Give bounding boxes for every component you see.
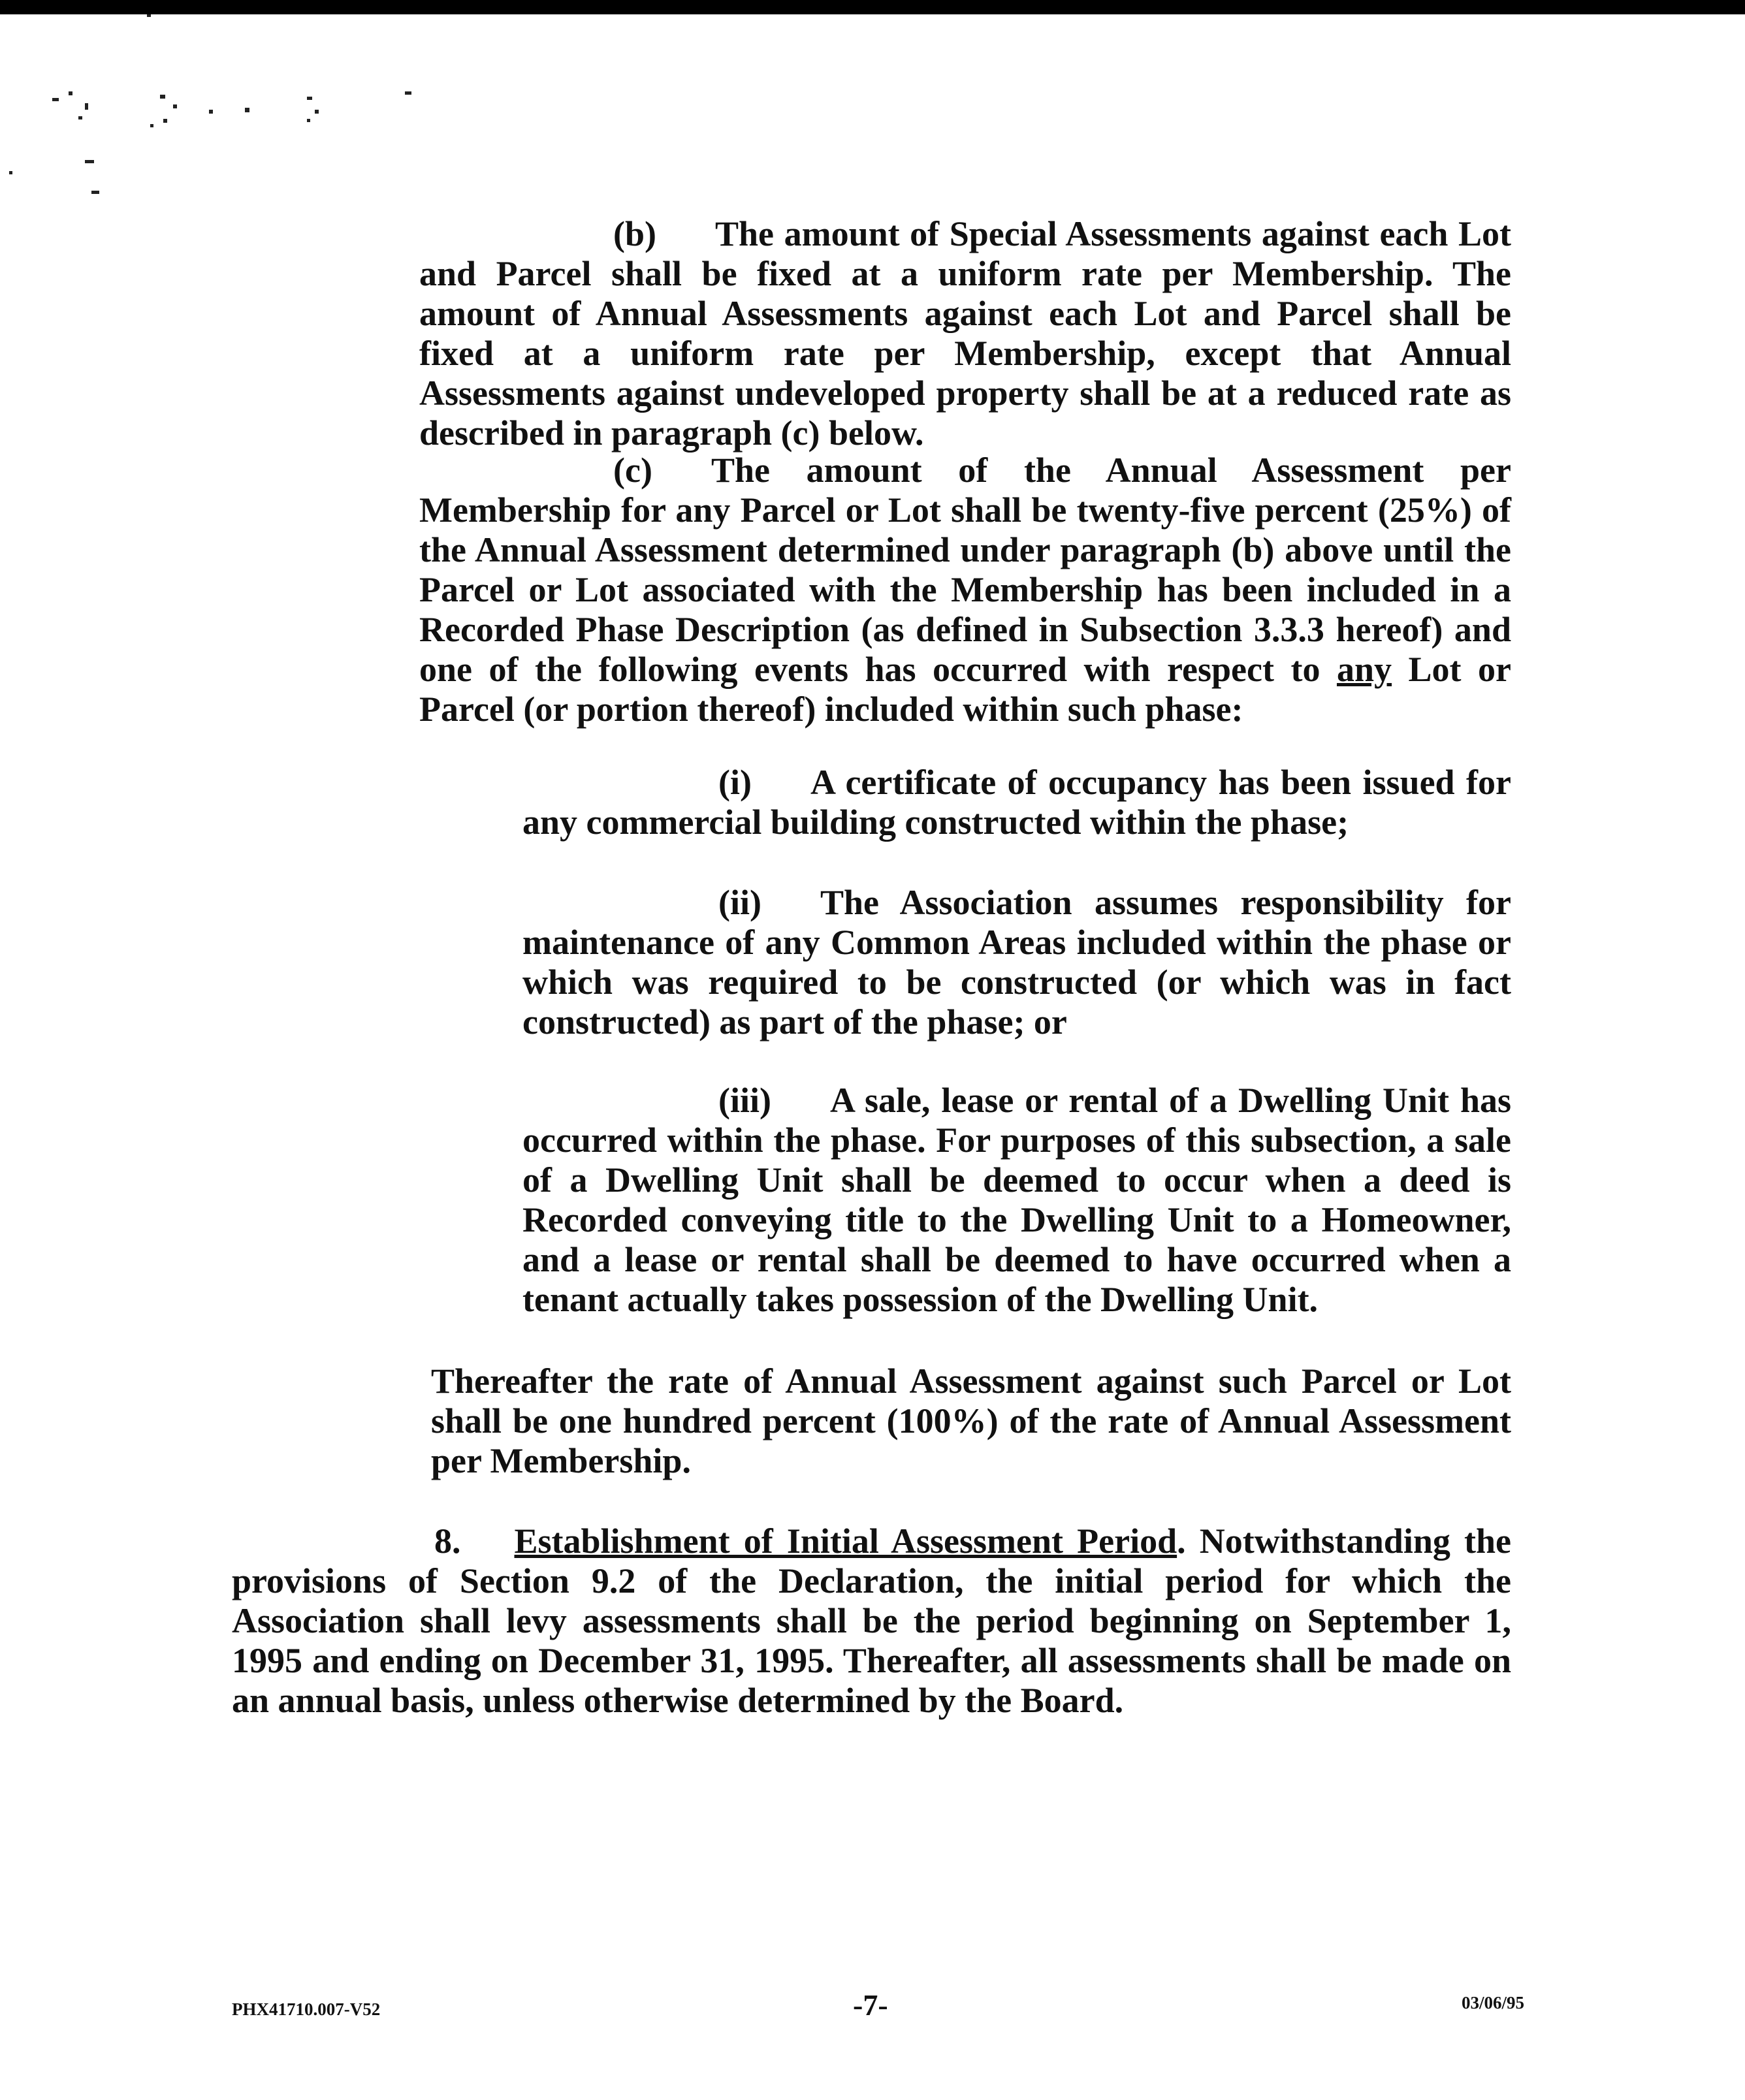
section-8-number: 8. [434,1521,461,1561]
subparagraph-i [522,763,1511,842]
subparagraph-iii-label: (iii) [718,1081,771,1120]
subparagraph-ii-label: (ii) [718,883,761,922]
paragraph-c-text: The amount of the Annual Assessment per Membership for any Parcel or Lot shall be twenty-five percent (25%) of the Annual Assessment determined under paragraph (b) above until the Parcel or Lot associated with the Membership has been included in a Recorded Phase Description (as defined in Subsection 3.3.3 hereof) and one of the following events has occurred with respect to [419,451,1511,689]
section-8 [232,1521,1511,1721]
section-8-heading: Establishment of Initial Assessment Period [514,1521,1177,1561]
subparagraph-iii-text: A sale, lease or rental of a Dwelling Unit has occurred within the phase. For purposes of this subsection, a sale of a Dwelling Unit shall be deemed to occur when a deed is Recorded conveying title to the Dwelling Unit to a Homeowner, and a lease or rental shall be deemed to have occurred when a tenant actually takes possession of the Dwelling Unit. [522,1081,1511,1319]
subparagraph-ii-text: The Association assumes responsibility for maintenance of any Common Areas included within the phase or which was required to be constructed (or which was in fact constructed) as part of the phase; or [522,883,1511,1042]
thereafter-text: Thereafter the rate of Annual Assessment against such Parcel or Lot shall be one hundred percent (100%) of the rate of Annual Assessment per Membership. [431,1361,1511,1480]
subparagraph-i-label: (i) [718,763,752,802]
subparagraph-iii [522,1081,1511,1320]
paragraph-c-label: (c) [613,451,652,490]
footer-page-number: -7- [853,1988,888,2022]
paragraph-b-label: (b) [613,214,656,253]
section-8-text: . Notwithstanding the provisions of Section 9.2 of the Declaration, the initial period for which the Association shall levy assessments shall be the period beginning on September 1, 1995 and ending on December 31, 1995. Thereafter, all assessments shall be made on an annual basis, unless otherwise determined by the Board. [232,1521,1511,1720]
thereafter-paragraph [431,1361,1511,1481]
paragraph-c-emphasis: any [1336,650,1392,689]
subparagraph-ii [522,883,1511,1042]
paragraph-c [419,451,1511,729]
footer-date: 03/06/95 [1462,1993,1525,2013]
paragraph-c-text-end: Lot or Parcel (or portion thereof) included within such phase: [419,650,1512,729]
subparagraph-i-text: A certificate of occupancy has been issued for any commercial building constructed within the phase; [522,763,1511,842]
footer-doc-code: PHX41710.007-V52 [232,1999,381,2019]
paragraph-b-text: The amount of Special Assessments against each Lot and Parcel shall be fixed at a uniform rate per Membership. The amount of Annual Assessments against each Lot and Parcel shall be fixed at a uniform rate per Membership, except that Annual Assessments against undeveloped property shall be at a reduced rate as described in paragraph (c) below. [419,214,1511,453]
paragraph-b [419,214,1511,453]
